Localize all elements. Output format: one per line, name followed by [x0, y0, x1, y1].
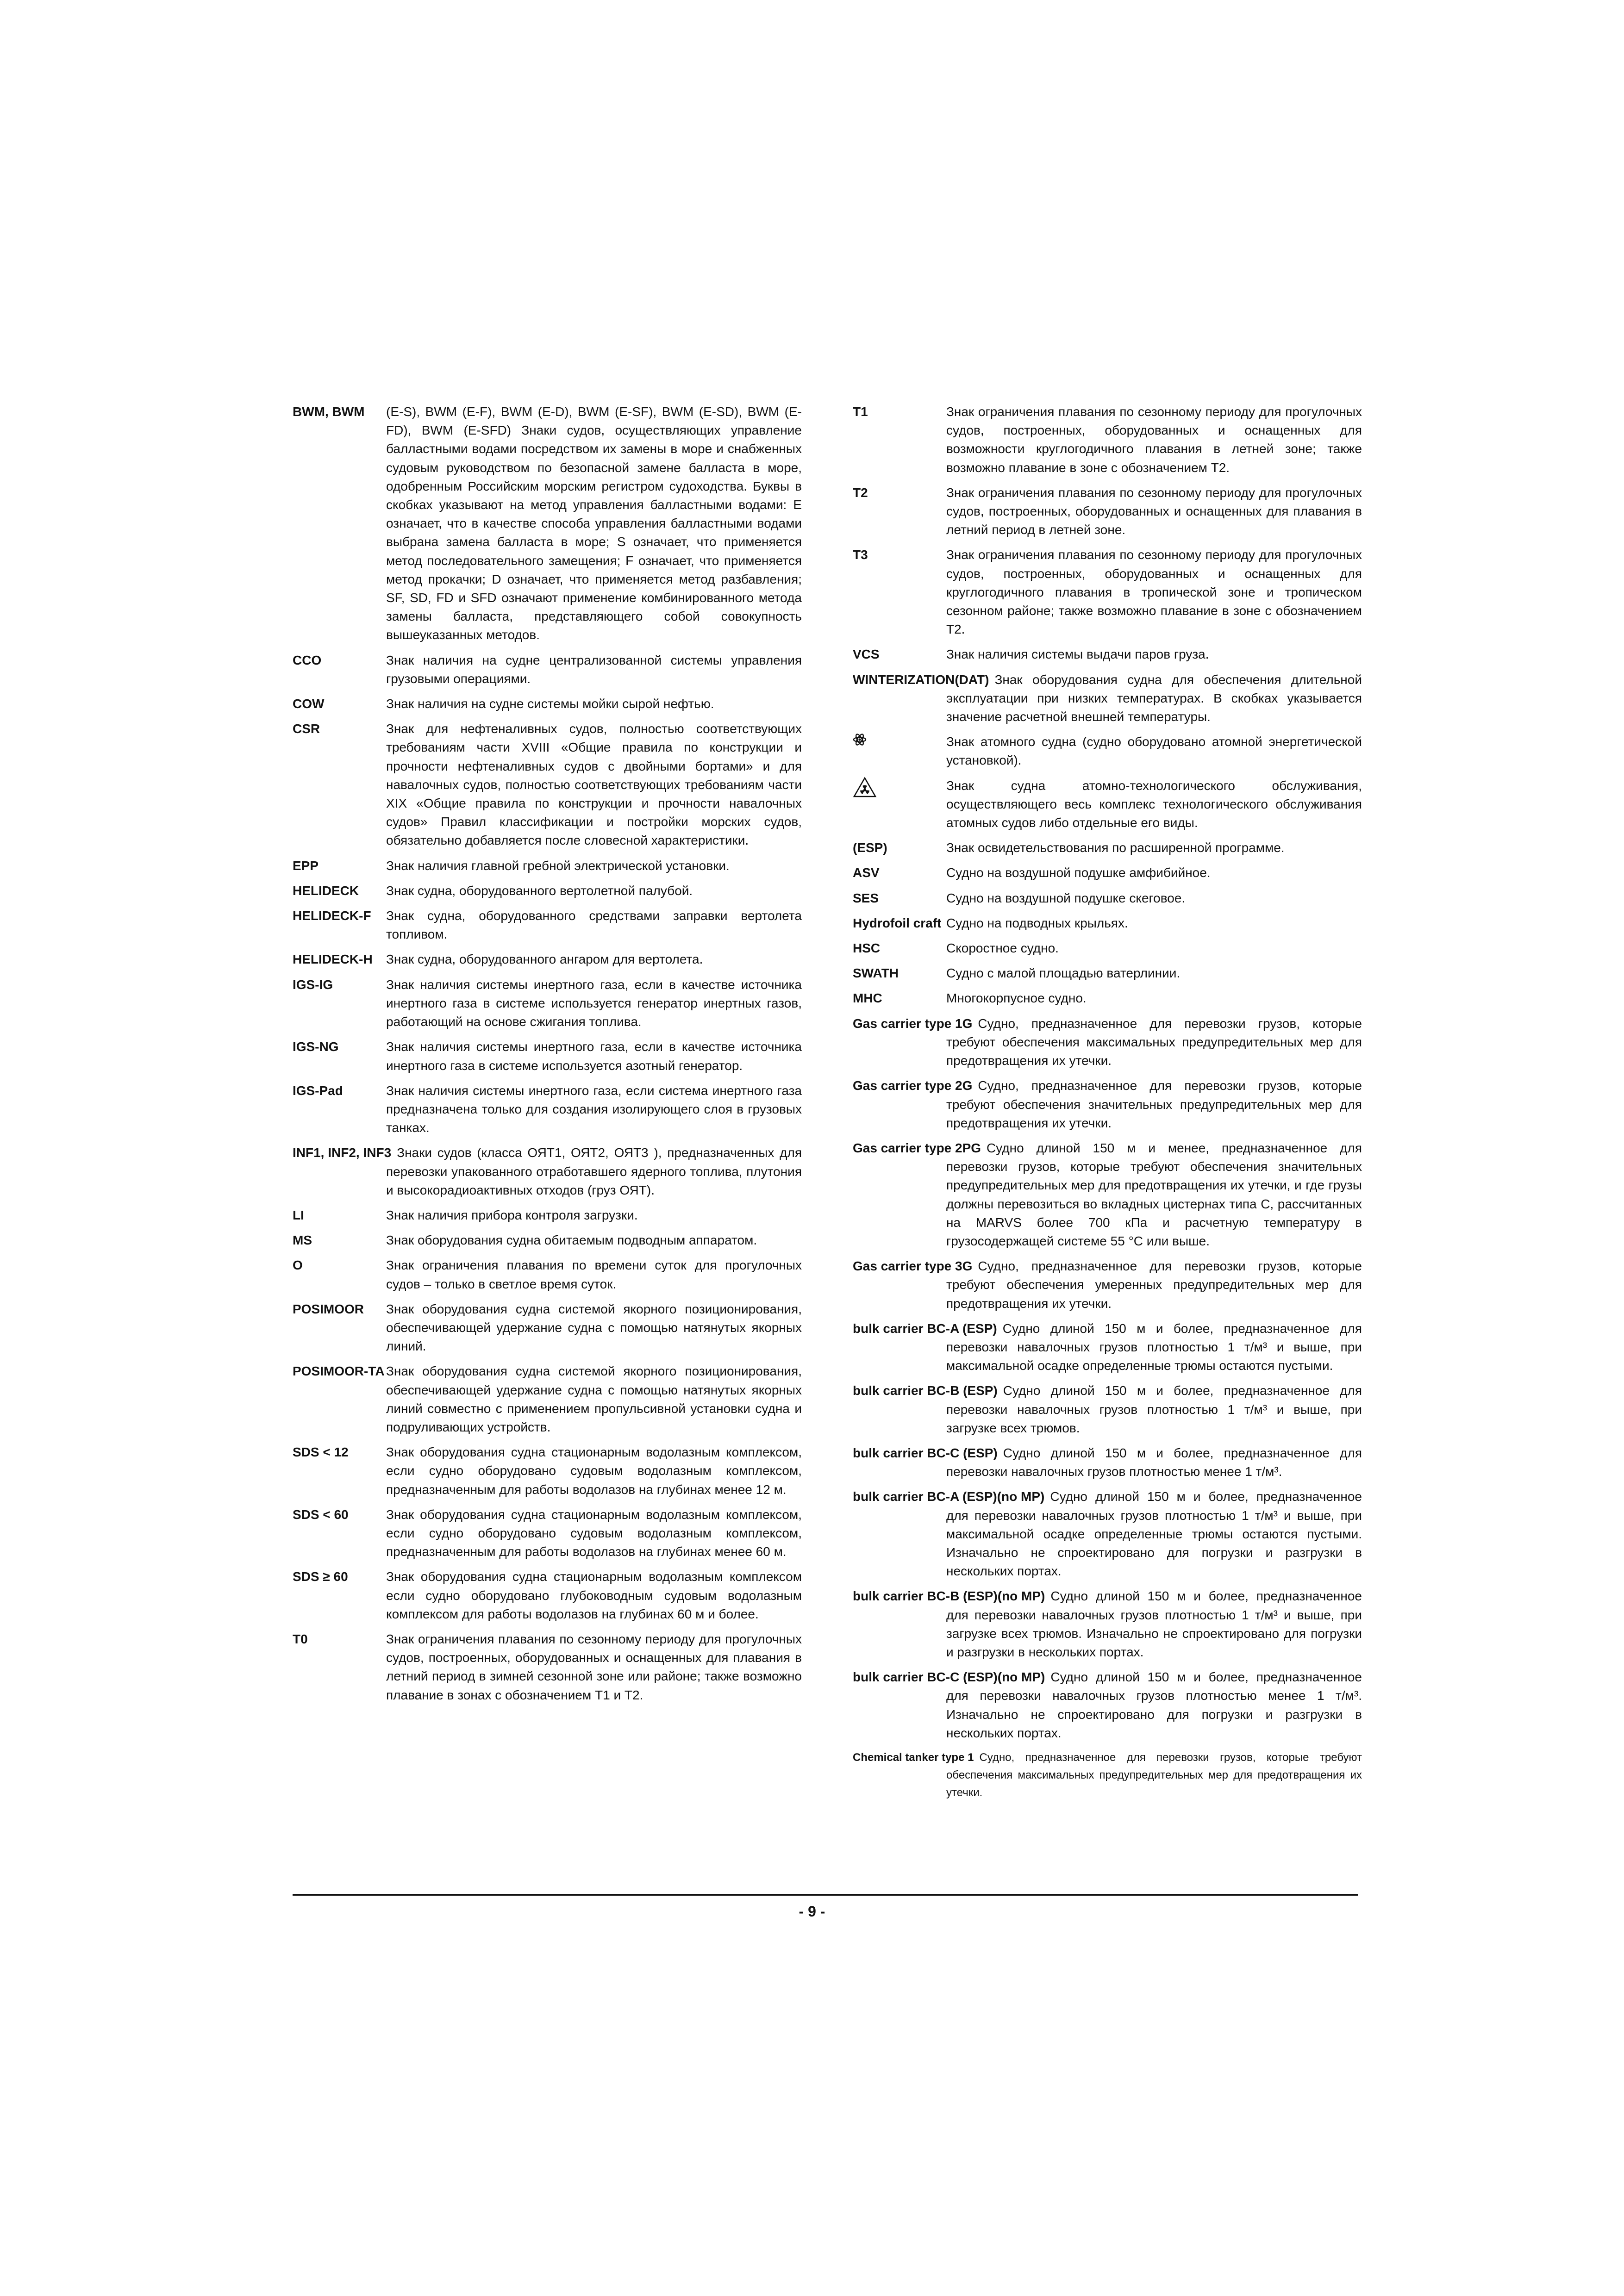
term-code: Gas carrier type 1G [853, 1016, 973, 1031]
term-description: Знак ограничения плавания по сезонному периоду для прогулочных судов, построенных, оборудованных и оснащенных для плавания в летний период в зимней сезонной зоне или районе; также возможно плавание в зонах с обозначением T1 и T2. [386, 1631, 802, 1702]
term-entry [853, 864, 1362, 882]
term-code: T2 [853, 485, 868, 500]
term-code: SDS < 12 [293, 1445, 349, 1460]
term-description: Знак судна, оборудованного вертолетной палубой. [386, 883, 693, 898]
term-entry [293, 1038, 802, 1075]
term-entry [293, 1231, 802, 1250]
term-entry [293, 1144, 802, 1200]
term-description: Знак оборудования судна стационарным водолазным комплексом, если судно оборудовано судовым водолазным комплексом, предназначенным для работы водолазов на глубинах менее 12 м. [386, 1445, 802, 1497]
term-entry [853, 733, 1362, 770]
term-description: Знак оборудования судна стационарным водолазным комплексом если судно оборудовано глубоководным судовым водолазным комплексом для работы водолазов на глубинах 60 м и более. [386, 1569, 802, 1621]
term-entry [853, 939, 1362, 958]
term-description: Судно длиной 150 м и более, предназначенное для перевозки навалочных грузов плотностью 1 т/м³ и выше, при максимальной осадке определенные трюмы остаются пустыми. [946, 1321, 1362, 1373]
term-entry [853, 645, 1362, 664]
term-description: Знак атомного судна (судно оборудовано атомной энергетической установкой). [946, 734, 1362, 768]
term-description: Знак ограничения плавания по сезонному периоду для прогулочных судов, построенных, оборудованных и оснащенных для плавания в летний период в летней зоне. [946, 485, 1362, 537]
term-entry [293, 1506, 802, 1562]
term-code: HELIDECK-F [293, 908, 371, 923]
term-code: POSIMOOR [293, 1301, 364, 1316]
term-description: Судно, предназначенное для перевозки грузов, которые требуют обеспечения значительных предупредительных мер для предотвращения их утечки. [946, 1078, 1362, 1130]
term-entry [293, 1082, 802, 1138]
term-code: CCO [293, 653, 322, 667]
term-code: (ESP) [853, 840, 887, 855]
term-code: IGS-Pad [293, 1083, 343, 1098]
term-description: Знак наличия системы инертного газа, если система инертного газа предназначена только для создания изолирующего слоя в грузовых танках. [386, 1083, 802, 1135]
term-entry [853, 964, 1362, 983]
term-code: SDS < 60 [293, 1507, 349, 1522]
term-code: VCS [853, 647, 880, 662]
term-entry [293, 1362, 802, 1437]
term-code: WINTERIZATION(DAT) [853, 672, 989, 687]
term-entry [293, 720, 802, 850]
term-description: Судно длиной 150 м и более, предназначенное для перевозки навалочных грузов плотностью 1 т/м³ и выше, при загрузке всех трюмов. [946, 1383, 1362, 1435]
term-code: Gas carrier type 2G [853, 1078, 973, 1093]
term-description: Знак оборудования судна обитаемым подводным аппаратом. [386, 1233, 757, 1248]
term-code: O [293, 1258, 303, 1273]
term-entry [853, 1749, 1362, 1802]
term-description: Знак оборудования судна стационарным водолазным комплексом, если судно оборудовано судовым водолазным комплексом, предназначенным для работы водолазов на глубинах менее 60 м. [386, 1507, 802, 1559]
term-entry [853, 1139, 1362, 1251]
term-code: SWATH [853, 966, 899, 981]
term-entry [853, 1014, 1362, 1070]
term-entry [293, 1443, 802, 1499]
term-description: Знак наличия на судне системы мойки сырой нефтью. [386, 697, 714, 711]
left-column [293, 403, 802, 1711]
term-description: Знак судна атомно-технологического обслуживания, осуществляющего весь комплекс технологического обслуживания атомных судов либо отдельные его виды. [946, 778, 1362, 830]
term-description: Судно на воздушной подушке амфибийное. [946, 865, 1211, 880]
term-description: Знак судна, оборудованного средствами заправки вертолета топливом. [386, 908, 802, 942]
term-entry [293, 403, 802, 645]
term-code: IGS-IG [293, 977, 333, 992]
term-code: bulk carrier BC-A (ESP)(no MP) [853, 1489, 1045, 1504]
term-description: Судно длиной 150 м и более, предназначенное для перевозки навалочных грузов плотностью менее 1 т/м³. [946, 1445, 1362, 1479]
term-code: SDS ≥ 60 [293, 1569, 348, 1584]
term-entry [853, 1319, 1362, 1375]
term-description: Судно длиной 150 м и более, предназначенное для перевозки навалочных грузов плотностью 1 т/м³ и выше, при загрузке всех трюмов. Изначально не спроектировано для погрузки и разгрузки в нескольких портах. [946, 1589, 1362, 1659]
term-code: bulk carrier BC-C (ESP) [853, 1445, 998, 1460]
term-code: bulk carrier BC-C (ESP)(no MP) [853, 1670, 1045, 1685]
term-code: POSIMOOR-TA [293, 1364, 385, 1379]
term-description: Судно, предназначенное для перевозки грузов, которые требуют обеспечения максимальных предупредительных мер для предотвращения их утечки. [946, 1751, 1362, 1799]
term-code: Chemical tanker type 1 [853, 1751, 974, 1764]
term-description: (E-S), BWM (E-F), BWM (E-D), BWM (E-SF), BWM (E-SD), BWM (E-FD), BWM (E-SFD) Знаки судов, осуществляющих управление балластными водами посредством их замены в море и снабженных судовым руководством по безопасной замене балласта в море, одобренным Российским морским регистром судоходства. Буквы в скобках указывают на метод управления балластными водами: E означает, что в качестве способа управления балластными водами выбрана замена балласта в море; S означает, что применяется метод последовательного замещения; F означает, что применяется метод прокачки; D означает, что применяется метод разбавления; SF, SD, FD и SFD означают применение комбинированного метода замены балласта, представляющего собой совокупность вышеуказанных методов. [386, 404, 802, 642]
term-entry [293, 1568, 802, 1624]
term-code: bulk carrier BC-B (ESP)(no MP) [853, 1589, 1045, 1604]
term-description: Знак ограничения плавания по сезонному периоду для прогулочных судов, построенных, оборудованных и оснащенных для возможности круглогодичного плавания в летней зоне; также возможно плавание в зоне с обозначением T2. [946, 404, 1362, 475]
term-code: HELIDECK-H [293, 952, 373, 967]
term-code: INF1, INF2, INF3 [293, 1145, 392, 1160]
term-entry [853, 1444, 1362, 1481]
term-entry [853, 403, 1362, 477]
term-description: Знак оборудования судна для обеспечения длительной эксплуатации при низких температурах. В скобках указывается значение расчетной внешней температуры. [946, 672, 1362, 724]
term-description: Судно на воздушной подушке скеговое. [946, 890, 1186, 905]
radiation-triangle-icon [853, 777, 877, 798]
term-entry [853, 914, 1362, 933]
term-description: Знак оборудования судна системой якорного позиционирования, обеспечивающей удержание судна с помощью натянутых якорных линий совместно с применением пропульсивной установки судна и подруливающих устройств. [386, 1364, 802, 1434]
term-description: Судно длиной 150 м и более, предназначенное для перевозки навалочных грузов плотностью 1 т/м³ и выше, при максимальной осадке определенные трюмы остаются пустыми. Изначально не спроектировано для погрузки и разгрузки в нескольких портах. [946, 1489, 1362, 1579]
term-description: Судно с малой площадью ватерлинии. [946, 966, 1181, 981]
term-entry [293, 1256, 802, 1293]
term-description: Знак наличия системы инертного газа, если в качестве источника инертного газа в системе используется азотный генератор. [386, 1039, 802, 1073]
term-entry [853, 1257, 1362, 1313]
term-entry [853, 1076, 1362, 1132]
term-description: Судно, предназначенное для перевозки грузов, которые требуют обеспечения умеренных предупредительных мер для предотвращения их утечки. [946, 1259, 1362, 1311]
term-code: IGS-NG [293, 1039, 339, 1054]
atom-symbol-icon [853, 733, 867, 747]
term-description: Знак ограничения плавания по времени суток для прогулочных судов – только в светлое время суток. [386, 1258, 802, 1291]
term-description: Знак наличия системы инертного газа, если в качестве источника инертного газа в системе используется генератор инертных газов, работающий на основе сжигания топлива. [386, 977, 802, 1029]
term-entry [853, 1381, 1362, 1437]
term-entry [853, 546, 1362, 639]
term-entry [853, 671, 1362, 727]
term-entry [853, 1487, 1362, 1580]
term-description: Знак наличия прибора контроля загрузки. [386, 1207, 638, 1222]
term-code: EPP [293, 858, 319, 873]
term-description: Знак наличия на судне централизованной системы управления грузовыми операциями. [386, 653, 802, 686]
term-entry [293, 1630, 802, 1705]
term-entry [853, 889, 1362, 908]
term-description: Судно, предназначенное для перевозки грузов, которые требуют обеспечения максимальных предупредительных мер для предотвращения их утечки. [946, 1016, 1362, 1068]
term-code: T1 [853, 404, 868, 419]
term-description: Знаки судов (класса ОЯТ1, ОЯТ2, ОЯТ3 ), предназначенных для перевозки упакованного отработавшего ядерного топлива, плутония и высокорадиоактивных отходов (груз ОЯТ). [386, 1145, 802, 1197]
term-code: Gas carrier type 3G [853, 1259, 973, 1274]
term-entry [293, 651, 802, 688]
term-entry [853, 484, 1362, 540]
term-description: Знак наличия системы выдачи паров груза. [946, 647, 1209, 662]
term-code: T3 [853, 548, 868, 562]
term-entry [293, 1300, 802, 1356]
term-entry [293, 907, 802, 944]
term-entry [853, 777, 1362, 833]
term-code: bulk carrier BC-B (ESP) [853, 1383, 998, 1398]
term-code: ASV [853, 865, 880, 880]
term-description: Многокорпусное судно. [946, 991, 1087, 1006]
term-entry [853, 1587, 1362, 1661]
term-code: COW [293, 697, 325, 711]
term-code: MS [293, 1233, 312, 1248]
term-entry [293, 1206, 802, 1225]
term-entry [853, 1668, 1362, 1742]
term-code: SES [853, 890, 879, 905]
term-entry [293, 857, 802, 875]
term-code: MHC [853, 991, 882, 1006]
term-description: Скоростное судно. [946, 941, 1059, 956]
term-entry [293, 882, 802, 900]
term-code: HELIDECK [293, 883, 359, 898]
term-description: Судно длиной 150 м и менее, предназначенное для перевозки грузов, которые требуют обеспечения значительных предупредительных мер для предотвращения их утечки, и где грузы должны перевозиться во вкладных цистернах типа С, рассчитанных на MARVS более 700 кПа и расчетную температуру в грузосодержащей системе 55 °С или выше. [946, 1140, 1362, 1248]
term-description: Знак освидетельствования по расширенной программе. [946, 840, 1285, 855]
term-code: LI [293, 1207, 304, 1222]
term-description: Знак наличия главной гребной электрической установки. [386, 858, 730, 873]
term-description: Знак судна, оборудованного ангаром для вертолета. [386, 952, 703, 967]
term-description: Судно длиной 150 м и более, предназначенное для перевозки навалочных грузов плотностью менее 1 т/м³. Изначально не спроектировано для погрузки и разгрузки в нескольких портах. [946, 1670, 1362, 1740]
term-description: Судно на подводных крыльях. [946, 915, 1128, 930]
term-entry [293, 695, 802, 713]
term-code: HSC [853, 941, 881, 956]
term-entry [853, 989, 1362, 1008]
term-code: Hydrofoil craft [853, 915, 942, 930]
term-description: Знак для нефтеналивных судов, полностью соответствующих требованиям части XVIII «Общие правила по конструкции и прочности нефтеналивных судов с двойными бортами» и для навалочных судов, полностью соответствующих требованиям части XIX «Общие правила по конструкции и прочности навалочных судов» Правил классификации и постройки морских судов, обязательно добавляется после словесной характеристики. [386, 722, 802, 848]
term-description: Знак оборудования судна системой якорного позиционирования, обеспечивающей удержание судна с помощью натянутых якорных линий. [386, 1301, 802, 1354]
term-code: BWM, BWM [293, 404, 365, 419]
term-description: Знак ограничения плавания по сезонному периоду для прогулочных судов, построенных, оборудованных и оснащенных для круглогодичного плавания в тропической зоне и тропическом сезонном районе; также возможно плавание в зоне с обозначением T2. [946, 548, 1362, 637]
term-entry [293, 950, 802, 969]
term-code: bulk carrier BC-A (ESP) [853, 1321, 997, 1336]
page-number: - 9 - [799, 1903, 825, 1920]
term-entry [293, 976, 802, 1032]
right-column [853, 403, 1362, 1808]
footer-rule [293, 1894, 1358, 1896]
term-code: Gas carrier type 2PG [853, 1140, 981, 1155]
term-code: T0 [293, 1631, 308, 1646]
term-entry [853, 839, 1362, 857]
term-code: CSR [293, 722, 320, 736]
